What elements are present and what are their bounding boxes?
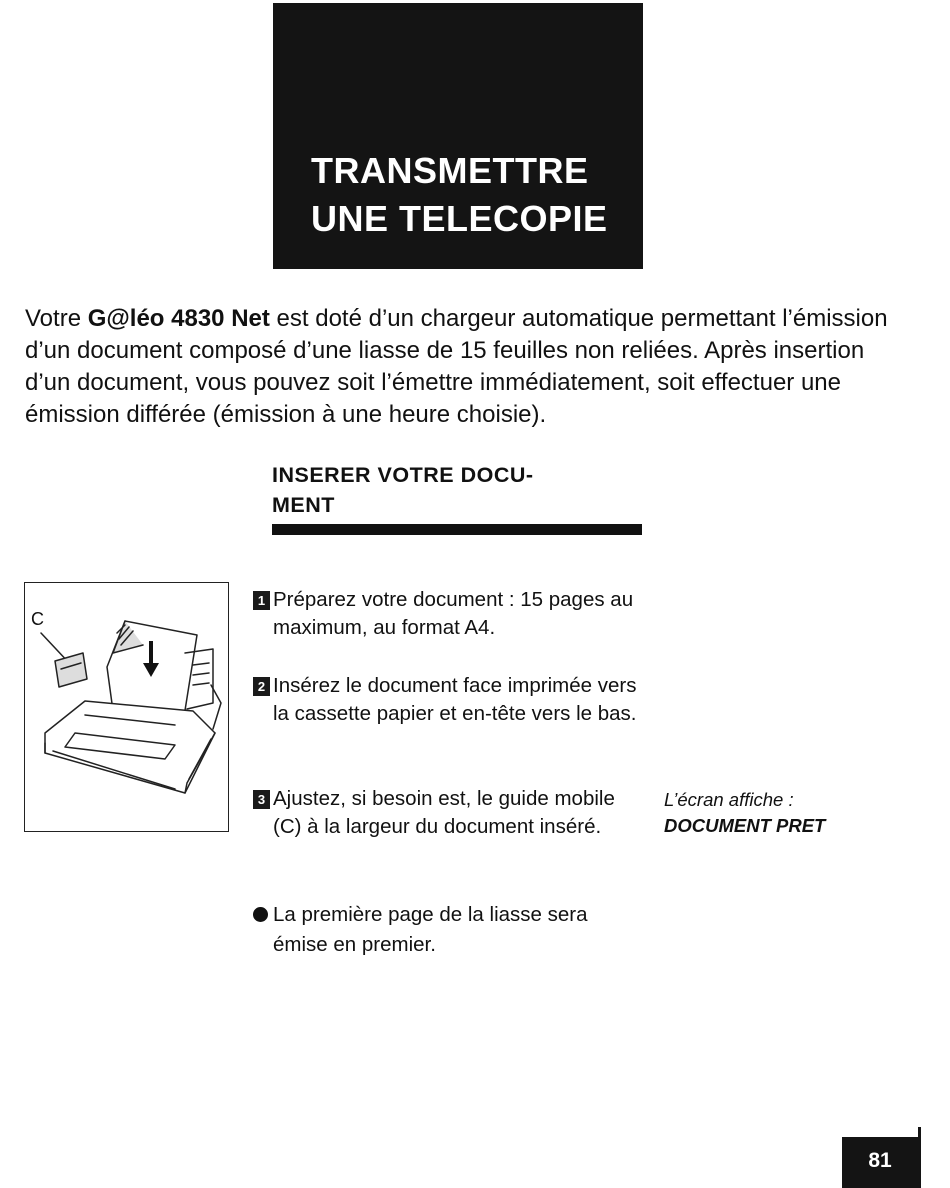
page-number: 81 — [868, 1149, 892, 1172]
page-edge-mark — [918, 1127, 921, 1188]
section-rule — [272, 524, 642, 535]
title-banner — [273, 3, 643, 269]
intro-rest: est doté d’un chargeur automatique permettant l’émission d’un document composé d’une liasse de 15 feuilles non reliées. Après insertion d’un document, vous pouvez soit l’émettre immédiatement, soit effectuer une émission différée (émission à une heure choisie). — [25, 305, 888, 428]
bullet-dot-icon — [253, 907, 268, 922]
bullet-note — [253, 900, 643, 960]
page-number-box — [842, 1137, 918, 1188]
bullet-note-text: La première page de la liasse sera émise en premier. — [273, 903, 588, 956]
step-1 — [253, 586, 643, 642]
step-3-text: Ajustez, si besoin est, le guide mobile (C) à la largeur du document inséré. — [273, 787, 615, 838]
section-heading-line-2: MENT — [272, 493, 335, 517]
section-heading-line-1: INSERER VOTRE DOCU- — [272, 463, 534, 487]
figure-label-c: C — [31, 609, 44, 629]
step-2-text: Insérez le document face imprimée vers la cassette papier et en-tête vers le bas. — [273, 674, 637, 725]
step-2-number: 2 — [253, 677, 270, 696]
fax-illustration — [24, 582, 229, 832]
intro-paragraph — [25, 303, 905, 431]
step-2 — [253, 672, 643, 728]
product-name: G@léo 4830 Net — [87, 305, 270, 332]
step-3 — [253, 785, 643, 841]
intro-prefix: Votre — [25, 305, 88, 332]
step-1-text: Préparez votre document : 15 pages au maximum, au format A4. — [273, 588, 634, 639]
fax-machine-drawing — [25, 583, 230, 833]
screen-note-label: L’écran affiche : — [664, 789, 794, 810]
section-heading — [272, 460, 642, 520]
screen-note-message: DOCUMENT PRET — [664, 815, 826, 836]
screen-display-note — [664, 787, 924, 839]
page-title-line-1: TRANSMETTRE — [311, 150, 589, 191]
page-title — [311, 147, 608, 243]
step-1-number: 1 — [253, 591, 270, 610]
page-title-line-2: UNE TELECOPIE — [311, 198, 608, 239]
step-3-number: 3 — [253, 790, 270, 809]
